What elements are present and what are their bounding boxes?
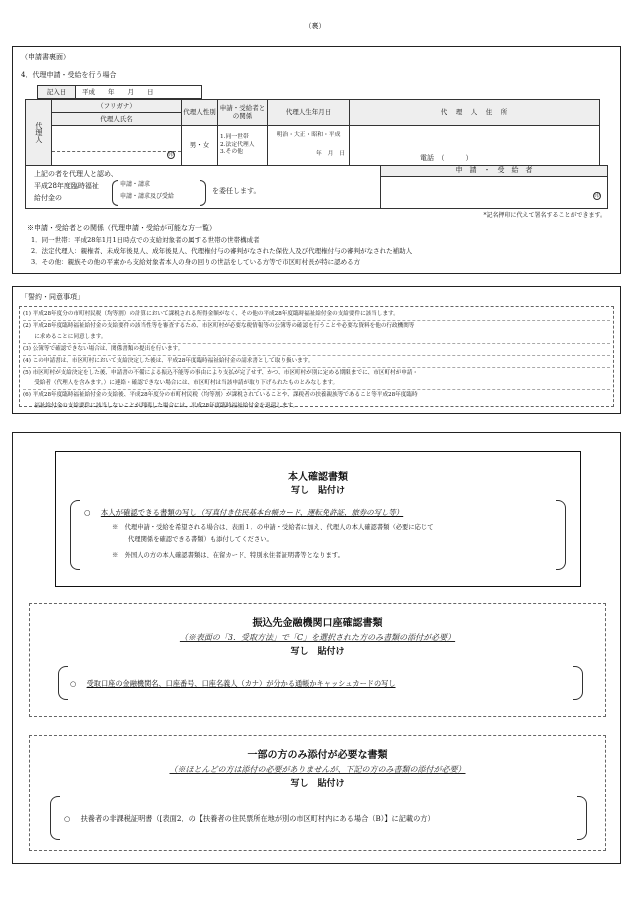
birth-ymd: 年 月 日 xyxy=(316,151,345,158)
gender-field[interactable]: 男・女 xyxy=(182,125,218,165)
rep-label: 代理人 xyxy=(26,100,52,166)
partial-bullet: ○ xyxy=(64,814,71,823)
id-main-text: 本人が確認できる書類の写し xyxy=(100,508,197,517)
applicant-label: 申 請 ・ 受 給 者 xyxy=(381,166,607,177)
proxy-table xyxy=(25,99,600,166)
relation-header: 申請・受給者との関係 xyxy=(218,100,268,126)
pledge-list xyxy=(19,306,614,410)
partial-doc-condition: （※ほとんどの方は添付の必要がありませんが、下記の方のみ書類の添付が必要） xyxy=(169,765,466,774)
birth-era: 明治・大正・昭和・平成 xyxy=(276,132,341,139)
pledge-item-2-cont: に求めることに同意します。 xyxy=(23,332,610,344)
appoint-option-2[interactable]: 申請・請求及び受給 xyxy=(120,193,175,200)
pledge-item-3: (3) 公簿等で確認できない場合は、関係書類の提出を行います。 xyxy=(23,344,610,356)
appoint-bracket-left xyxy=(112,180,118,206)
id-bullet: ○ xyxy=(84,508,91,517)
phone-label: 電話 （ ） xyxy=(420,154,473,163)
bank-doc-condition: （※表面の「3．受取方法」で「C」を選択された方のみ書類の添付が必要） xyxy=(179,633,456,642)
id-bracket-left xyxy=(70,500,80,570)
relation-note-title: ※申請・受給者との関係（代理申請・受給が可能な方一覧） xyxy=(27,224,216,232)
id-doc-box[interactable] xyxy=(55,451,581,587)
bank-bracket-left xyxy=(58,666,68,700)
partial-item-text: 扶養者の非課税証明書（[表面2．の【扶養者の住民票所在地が別の市区町村内にある場合（B）】に記載の方） xyxy=(80,814,435,823)
bank-item-text: 受取口座の金融機関名、口座番号、口座名義人（カナ）が分かる通帳かキャッシュカードの写し xyxy=(86,679,396,688)
birth-header: 代理人生年月日 xyxy=(268,100,350,126)
id-doc-subtitle: 写し 貼付け xyxy=(290,486,345,496)
proxy-section xyxy=(12,46,621,274)
appoint-line-3: 給付金の xyxy=(34,194,62,202)
applicant-sign-box[interactable] xyxy=(381,165,608,209)
entry-date-field[interactable]: 平成 年 月 日 xyxy=(76,86,202,99)
relation-note-2: 2．法定代理人：親権者、未成年後見人、成年後見人、代理権付与の審判がなされた保佐人及び代理権付与の審判がなされた補助人 xyxy=(31,247,413,255)
pledge-item-6: (6) 平成28年度臨時福祉給付金の支給後、平成28年度分の市町村民税（均等割）が課税されていることや、課税者の扶養親族等であること等平成28年度臨時 xyxy=(23,392,418,399)
bank-doc-subtitle: 写し 貼付け xyxy=(290,647,345,657)
entry-date-table xyxy=(37,85,202,99)
id-note-1a: ※ 代理申請・受給を希望される場合は、表面１．の申請・受給者に加え、代理人の本人確認書類（必要に応じて xyxy=(112,524,434,531)
pledge-item-6-cont: 福祉給付金の支給要件に該当しないことが判明した場合には、平成28年度臨時福祉給付金を返還します。 xyxy=(23,403,299,410)
bank-bracket-right xyxy=(573,666,583,700)
page-side-label: （裏） xyxy=(304,22,326,30)
bank-bullet: ○ xyxy=(70,679,77,688)
pledge-item-1: (1) 平成28年度分の市町村民税（均等割）の計算において課税される所得金額がなく、その他の平成28年度臨時福祉給付金の支給要件に該当します。 xyxy=(23,309,610,321)
partial-doc-box[interactable] xyxy=(29,735,606,851)
id-note-1b: 代理関係を確認できる書類）も添付してください。 xyxy=(128,536,273,543)
bank-item-line xyxy=(70,679,396,688)
relation-note-3: 3．その他：親族その他の平素から支給対象者本人の身の回りの世話をしている方等で市区町村長が特に認める方 xyxy=(31,258,361,266)
id-example-text: （写真付き住民基本台帳カード、運転免許証、旅券の写し等） xyxy=(196,508,404,517)
pledge-item-5: (5) 市区町村が支給決定をした後、申請書の不備による振込不能等の事由により支払が完了せず、かつ、市区町村が別に定める期限までに、市区町村が申請・ xyxy=(23,369,419,376)
partial-bracket-left xyxy=(50,796,60,840)
proxy-heading: 4．代理申請・受給を行う場合 xyxy=(21,71,117,79)
address-field[interactable] xyxy=(350,125,600,165)
form-back-label: （申請書裏面） xyxy=(21,53,70,61)
id-note-2: ※ 外国人の方の本人確認書類は、在留カード、特別永住者証明書等となります。 xyxy=(112,552,344,559)
relation-option-3: 3.その他 xyxy=(220,148,243,155)
partial-bracket-right xyxy=(577,796,587,840)
relation-option-2: 2.法定代理人 xyxy=(220,141,255,148)
sign-note: *記名押印に代えて署名することができます。 xyxy=(483,212,606,219)
id-main-line xyxy=(84,508,403,517)
bank-doc-title: 振込先金融機関口座確認書類 xyxy=(252,618,383,629)
pledge-title: 「誓約・同意事項」 xyxy=(21,293,84,301)
birth-field[interactable] xyxy=(268,125,350,165)
id-bracket-right xyxy=(556,500,566,570)
partial-doc-subtitle: 写し 貼付け xyxy=(290,779,345,789)
relation-note-1: 1．同一世帯：平成28年1月1日時点での支給対象者の属する世帯の世帯構成者 xyxy=(31,236,260,244)
relation-option-1: 1.同一世帯 xyxy=(220,134,249,141)
appoint-line-2: 平成28年度臨時福祉 xyxy=(34,182,99,190)
pledge-item-2: (2) 平成28年度臨時福祉給付金の支給要件の該当性等を審査するため、市区町村が必要な税情報等の公簿等の確認を行うことや必要な資料を他の行政機関等 xyxy=(23,322,415,329)
address-header: 代 理 人 住 所 xyxy=(350,100,600,126)
bank-doc-box[interactable] xyxy=(29,603,606,717)
appoint-bracket-right xyxy=(200,180,206,206)
appoint-line-1: 上記の者を代理人と認め、 xyxy=(34,170,118,178)
pledge-item-4: (4) この申請書は、市区町村において支給決定した後は、平成28年度臨時福祉給付金の請求書として取り扱います。 xyxy=(23,356,610,368)
partial-doc-title: 一部の方のみ添付が必要な書類 xyxy=(247,750,388,761)
applicant-seal-mark: 印 xyxy=(594,193,600,199)
pledge-section xyxy=(12,286,621,414)
name-header: 代理人氏名 xyxy=(52,112,182,125)
appoint-option-1[interactable]: 申請・請求 xyxy=(120,181,151,188)
gender-header: 代理人性別 xyxy=(182,100,218,126)
entry-date-label: 記入日 xyxy=(38,86,76,99)
appoint-end: を委任します。 xyxy=(212,187,261,195)
relation-field[interactable] xyxy=(218,125,268,165)
seal-mark: 印 xyxy=(168,152,174,158)
appointment-box xyxy=(25,165,381,209)
id-doc-title: 本人確認書類 xyxy=(288,472,348,483)
partial-item-line xyxy=(64,814,435,823)
pledge-item-5-cont: 受給者（代理人を含みます。）に連絡・確認できない場合には、市区町村は当該申請が取り下げられたものとみなします。 xyxy=(23,378,610,390)
attachment-section xyxy=(12,432,621,864)
furigana-line xyxy=(52,139,181,152)
rep-name-field[interactable] xyxy=(52,125,182,165)
furigana-header: （フリガナ） xyxy=(52,100,182,113)
